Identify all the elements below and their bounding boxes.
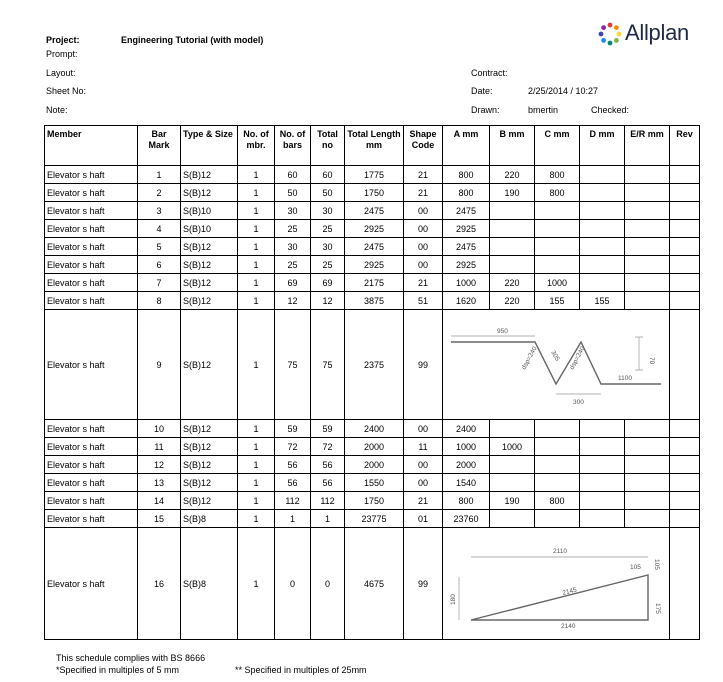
cell-rev — [670, 184, 700, 202]
cell-shape-code: 21 — [404, 166, 443, 184]
cell-a: 2475 — [443, 202, 490, 220]
cell-d — [580, 474, 625, 492]
cell-total-no: 60 — [311, 166, 345, 184]
table-row — [45, 220, 700, 238]
sheet-label: Sheet No: — [46, 86, 87, 96]
dim-line-height — [635, 337, 643, 370]
cell-no-bars: 25 — [275, 256, 311, 274]
cell-shape-code: 01 — [404, 510, 443, 528]
cell-rev — [670, 474, 700, 492]
cell-b: 220 — [490, 292, 535, 310]
cell-total-no: 72 — [311, 438, 345, 456]
cell-e-r — [625, 510, 670, 528]
cell-shape-sketch — [443, 310, 670, 420]
cell-member: Elevator s haft — [45, 510, 138, 528]
cell-rev — [670, 438, 700, 456]
cell-total-length: 1775 — [345, 166, 404, 184]
cell-total-length: 1750 — [345, 492, 404, 510]
cell-no-bars: 50 — [275, 184, 311, 202]
table-row — [45, 292, 700, 310]
cell-no-mbr: 1 — [238, 274, 275, 292]
cell-total-no: 112 — [311, 492, 345, 510]
cell-rev — [670, 202, 700, 220]
cell-shape-code: 00 — [404, 420, 443, 438]
cell-total-length: 2475 — [345, 238, 404, 256]
cell-a: 23760 — [443, 510, 490, 528]
cell-d — [580, 274, 625, 292]
cell-d: 155 — [580, 292, 625, 310]
col-no-mbr: No. of mbr. — [238, 126, 275, 166]
cell-b — [490, 238, 535, 256]
shape-sketch-wedge — [443, 535, 669, 631]
cell-e-r — [625, 256, 670, 274]
cell-no-bars: 75 — [275, 310, 311, 420]
table-row — [45, 184, 700, 202]
cell-e-r — [625, 456, 670, 474]
cell-no-bars: 69 — [275, 274, 311, 292]
cell-total-no: 0 — [311, 528, 345, 640]
cell-shape-code: 21 — [404, 274, 443, 292]
cell-no-bars: 112 — [275, 492, 311, 510]
cell-no-bars: 30 — [275, 238, 311, 256]
table-row — [45, 438, 700, 456]
col-member: Member — [45, 126, 138, 166]
cell-c — [535, 510, 580, 528]
cell-e-r — [625, 166, 670, 184]
cell-member: Elevator s haft — [45, 202, 138, 220]
cell-shape-code: 99 — [404, 310, 443, 420]
cell-no-bars: 25 — [275, 220, 311, 238]
cell-member: Elevator s haft — [45, 238, 138, 256]
project-value: Engineering Tutorial (with model) — [121, 35, 264, 45]
cell-rev — [670, 310, 700, 420]
cell-c — [535, 456, 580, 474]
cell-member: Elevator s haft — [45, 310, 138, 420]
cell-member: Elevator s haft — [45, 474, 138, 492]
cell-total-no: 75 — [311, 310, 345, 420]
cell-a: 1000 — [443, 438, 490, 456]
drawn-value: bmertin — [528, 105, 559, 115]
bar-schedule-table — [44, 125, 700, 640]
cell-bar-mark: 13 — [138, 474, 181, 492]
date-value: 2/25/2014 / 10:27 — [528, 86, 599, 96]
cell-type-size: S(B)12 — [181, 238, 238, 256]
cell-no-bars: 30 — [275, 202, 311, 220]
cell-no-mbr: 1 — [238, 238, 275, 256]
cell-type-size: S(B)8 — [181, 510, 238, 528]
table-header-row — [45, 126, 700, 166]
cell-total-length: 3875 — [345, 292, 404, 310]
cell-no-mbr: 1 — [238, 492, 275, 510]
cell-a: 2925 — [443, 220, 490, 238]
cell-e-r — [625, 202, 670, 220]
cell-shape-code: 00 — [404, 456, 443, 474]
dim-top-text: 2110 — [553, 547, 567, 555]
cell-c: 155 — [535, 292, 580, 310]
col-shape-code: Shape Code — [404, 126, 443, 166]
cell-member: Elevator s haft — [45, 456, 138, 474]
cell-c: 1000 — [535, 274, 580, 292]
prompt-label: Prompt: — [46, 49, 78, 59]
shape-sketch-zigzag — [443, 312, 669, 416]
cell-c: 800 — [535, 184, 580, 202]
cell-a: 1000 — [443, 274, 490, 292]
cell-no-mbr: 1 — [238, 220, 275, 238]
footnote-multiples-5: *Specified in multiples of 5 mm — [56, 665, 180, 675]
dim-small1-text: 105 — [630, 563, 641, 571]
dim-diag3-text: dsp=240 — [568, 344, 587, 371]
allplan-logo — [598, 20, 718, 48]
cell-type-size: S(B)8 — [181, 528, 238, 640]
cell-e-r — [625, 238, 670, 256]
footnote-compliance: This schedule complies with BS 8666 — [56, 653, 206, 663]
cell-shape-code: 99 — [404, 528, 443, 640]
cell-total-length: 2475 — [345, 202, 404, 220]
cell-type-size: S(B)12 — [181, 310, 238, 420]
cell-shape-code: 00 — [404, 256, 443, 274]
cell-member: Elevator s haft — [45, 274, 138, 292]
cell-c — [535, 256, 580, 274]
cell-no-bars: 56 — [275, 456, 311, 474]
col-e-r: E/R mm — [625, 126, 670, 166]
cell-bar-mark: 11 — [138, 438, 181, 456]
cell-b — [490, 510, 535, 528]
cell-e-r — [625, 474, 670, 492]
dim-top-text: 950 — [497, 327, 508, 335]
table-row — [45, 456, 700, 474]
cell-d — [580, 220, 625, 238]
cell-total-length: 4675 — [345, 528, 404, 640]
cell-rev — [670, 166, 700, 184]
logo-text: Allplan — [625, 20, 689, 45]
cell-rev — [670, 492, 700, 510]
dim-diag2-text: 305 — [549, 349, 561, 362]
cell-rev — [670, 256, 700, 274]
note-label: Note: — [46, 105, 68, 115]
cell-total-no: 30 — [311, 202, 345, 220]
cell-rev — [670, 274, 700, 292]
cell-d — [580, 256, 625, 274]
dim-bottom-text: 300 — [573, 398, 584, 406]
cell-rev — [670, 292, 700, 310]
cell-b — [490, 220, 535, 238]
cell-total-length: 2000 — [345, 438, 404, 456]
cell-no-bars: 56 — [275, 474, 311, 492]
table-row — [45, 274, 700, 292]
cell-e-r — [625, 220, 670, 238]
cell-d — [580, 492, 625, 510]
cell-b: 1000 — [490, 438, 535, 456]
cell-b — [490, 202, 535, 220]
cell-type-size: S(B)12 — [181, 438, 238, 456]
cell-b: 190 — [490, 184, 535, 202]
cell-d — [580, 238, 625, 256]
cell-a: 2925 — [443, 256, 490, 274]
cell-member: Elevator s haft — [45, 420, 138, 438]
cell-b — [490, 474, 535, 492]
cell-member: Elevator s haft — [45, 220, 138, 238]
cell-a: 1540 — [443, 474, 490, 492]
cell-no-mbr: 1 — [238, 184, 275, 202]
cell-total-length: 2925 — [345, 256, 404, 274]
cell-rev — [670, 220, 700, 238]
cell-c — [535, 202, 580, 220]
cell-bar-mark: 9 — [138, 310, 181, 420]
cell-e-r — [625, 292, 670, 310]
cell-member: Elevator s haft — [45, 166, 138, 184]
cell-bar-mark: 16 — [138, 528, 181, 640]
cell-no-mbr: 1 — [238, 292, 275, 310]
cell-total-length: 2400 — [345, 420, 404, 438]
cell-total-no: 30 — [311, 238, 345, 256]
cell-total-length: 2375 — [345, 310, 404, 420]
dim-small2-text: 105 — [653, 558, 660, 570]
table-row — [45, 238, 700, 256]
cell-type-size: S(B)12 — [181, 256, 238, 274]
col-total-length: Total Length mm — [345, 126, 404, 166]
cell-rev — [670, 510, 700, 528]
project-label: Project: — [46, 35, 80, 45]
cell-bar-mark: 2 — [138, 184, 181, 202]
cell-total-no: 12 — [311, 292, 345, 310]
cell-member: Elevator s haft — [45, 292, 138, 310]
logo-ring-icon — [598, 22, 622, 46]
cell-total-no: 59 — [311, 420, 345, 438]
cell-a: 800 — [443, 184, 490, 202]
cell-c: 800 — [535, 166, 580, 184]
cell-c — [535, 438, 580, 456]
cell-b: 220 — [490, 166, 535, 184]
cell-type-size: S(B)12 — [181, 420, 238, 438]
cell-type-size: S(B)12 — [181, 474, 238, 492]
cell-type-size: S(B)10 — [181, 220, 238, 238]
table-row — [45, 166, 700, 184]
cell-member: Elevator s haft — [45, 256, 138, 274]
cell-a: 800 — [443, 492, 490, 510]
dim-right-text: 1100 — [618, 374, 632, 382]
cell-bar-mark: 14 — [138, 492, 181, 510]
cell-total-length: 2000 — [345, 456, 404, 474]
cell-no-bars: 59 — [275, 420, 311, 438]
col-c: C mm — [535, 126, 580, 166]
cell-no-mbr: 1 — [238, 166, 275, 184]
cell-member: Elevator s haft — [45, 438, 138, 456]
cell-shape-code: 00 — [404, 202, 443, 220]
cell-c — [535, 420, 580, 438]
cell-a: 2000 — [443, 456, 490, 474]
cell-no-bars: 1 — [275, 510, 311, 528]
table-row — [45, 202, 700, 220]
cell-c: 800 — [535, 492, 580, 510]
cell-e-r — [625, 184, 670, 202]
cell-e-r — [625, 492, 670, 510]
cell-no-mbr: 1 — [238, 256, 275, 274]
cell-shape-code: 00 — [404, 220, 443, 238]
cell-type-size: S(B)12 — [181, 274, 238, 292]
cell-member: Elevator s haft — [45, 492, 138, 510]
cell-e-r — [625, 274, 670, 292]
col-a: A mm — [443, 126, 490, 166]
cell-total-no: 25 — [311, 220, 345, 238]
cell-no-bars: 60 — [275, 166, 311, 184]
col-type-size: Type & Size — [181, 126, 238, 166]
cell-bar-mark: 5 — [138, 238, 181, 256]
cell-shape-code: 11 — [404, 438, 443, 456]
cell-shape-code: 21 — [404, 184, 443, 202]
cell-member: Elevator s haft — [45, 528, 138, 640]
cell-total-no: 56 — [311, 456, 345, 474]
col-b: B mm — [490, 126, 535, 166]
cell-a: 2400 — [443, 420, 490, 438]
cell-b: 190 — [490, 492, 535, 510]
dim-right-text: 175 — [654, 602, 661, 614]
cell-bar-mark: 12 — [138, 456, 181, 474]
cell-no-bars: 12 — [275, 292, 311, 310]
cell-c — [535, 474, 580, 492]
col-bar-mark: Bar Mark — [138, 126, 181, 166]
cell-type-size: S(B)12 — [181, 492, 238, 510]
col-rev: Rev — [670, 126, 700, 166]
contract-label: Contract: — [471, 68, 508, 78]
cell-rev — [670, 238, 700, 256]
cell-e-r — [625, 438, 670, 456]
cell-b — [490, 420, 535, 438]
cell-total-no: 69 — [311, 274, 345, 292]
table-row — [45, 256, 700, 274]
col-d: D mm — [580, 126, 625, 166]
cell-e-r — [625, 420, 670, 438]
cell-type-size: S(B)12 — [181, 166, 238, 184]
dim-left-text: 180 — [450, 593, 457, 605]
cell-shape-code: 00 — [404, 238, 443, 256]
cell-shape-code: 00 — [404, 474, 443, 492]
cell-bar-mark: 8 — [138, 292, 181, 310]
cell-bar-mark: 4 — [138, 220, 181, 238]
cell-a: 800 — [443, 166, 490, 184]
cell-member: Elevator s haft — [45, 184, 138, 202]
cell-total-length: 1550 — [345, 474, 404, 492]
cell-d — [580, 438, 625, 456]
cell-c — [535, 220, 580, 238]
cell-shape-code: 21 — [404, 492, 443, 510]
dim-bottom-text: 2140 — [561, 622, 576, 630]
layout-label: Layout: — [46, 68, 76, 78]
cell-no-mbr: 1 — [238, 202, 275, 220]
col-total-no: Total no — [311, 126, 345, 166]
cell-type-size: S(B)12 — [181, 456, 238, 474]
footnote-multiples-25: ** Specified in multiples of 25mm — [235, 665, 367, 675]
cell-a: 1620 — [443, 292, 490, 310]
cell-bar-mark: 10 — [138, 420, 181, 438]
cell-d — [580, 510, 625, 528]
cell-shape-sketch — [443, 528, 670, 640]
cell-no-mbr: 1 — [238, 528, 275, 640]
cell-no-mbr: 1 — [238, 420, 275, 438]
cell-no-mbr: 1 — [238, 456, 275, 474]
cell-d — [580, 420, 625, 438]
cell-rev — [670, 528, 700, 640]
cell-type-size: S(B)12 — [181, 292, 238, 310]
dim-height-text: 70 — [648, 356, 655, 364]
checked-label: Checked: — [591, 105, 630, 115]
cell-bar-mark: 7 — [138, 274, 181, 292]
cell-no-bars: 0 — [275, 528, 311, 640]
cell-total-length: 23775 — [345, 510, 404, 528]
cell-rev — [670, 420, 700, 438]
table-row — [45, 474, 700, 492]
cell-b — [490, 256, 535, 274]
cell-type-size: S(B)12 — [181, 184, 238, 202]
dim-diag-text: 2145 — [561, 586, 578, 597]
cell-no-mbr: 1 — [238, 474, 275, 492]
cell-bar-mark: 15 — [138, 510, 181, 528]
cell-bar-mark: 3 — [138, 202, 181, 220]
cell-c — [535, 238, 580, 256]
cell-b: 220 — [490, 274, 535, 292]
cell-total-no: 50 — [311, 184, 345, 202]
drawn-label: Drawn: — [471, 105, 500, 115]
cell-total-no: 56 — [311, 474, 345, 492]
table-row — [45, 420, 700, 438]
table-row — [45, 310, 700, 420]
cell-shape-code: 51 — [404, 292, 443, 310]
cell-a: 2475 — [443, 238, 490, 256]
cell-bar-mark: 1 — [138, 166, 181, 184]
cell-bar-mark: 6 — [138, 256, 181, 274]
cell-no-mbr: 1 — [238, 510, 275, 528]
cell-no-mbr: 1 — [238, 310, 275, 420]
cell-total-no: 25 — [311, 256, 345, 274]
cell-d — [580, 184, 625, 202]
cell-total-length: 2175 — [345, 274, 404, 292]
cell-rev — [670, 456, 700, 474]
bar-outline — [471, 575, 648, 620]
cell-total-length: 2925 — [345, 220, 404, 238]
cell-no-mbr: 1 — [238, 438, 275, 456]
cell-type-size: S(B)10 — [181, 202, 238, 220]
date-label: Date: — [471, 86, 493, 96]
cell-no-bars: 72 — [275, 438, 311, 456]
table-row — [45, 510, 700, 528]
dim-diag1-text: dsp=240 — [520, 344, 539, 371]
cell-d — [580, 456, 625, 474]
cell-d — [580, 202, 625, 220]
table-row — [45, 492, 700, 510]
col-no-bars: No. of bars — [275, 126, 311, 166]
cell-d — [580, 166, 625, 184]
cell-b — [490, 456, 535, 474]
cell-total-length: 1750 — [345, 184, 404, 202]
table-row — [45, 528, 700, 640]
cell-total-no: 1 — [311, 510, 345, 528]
